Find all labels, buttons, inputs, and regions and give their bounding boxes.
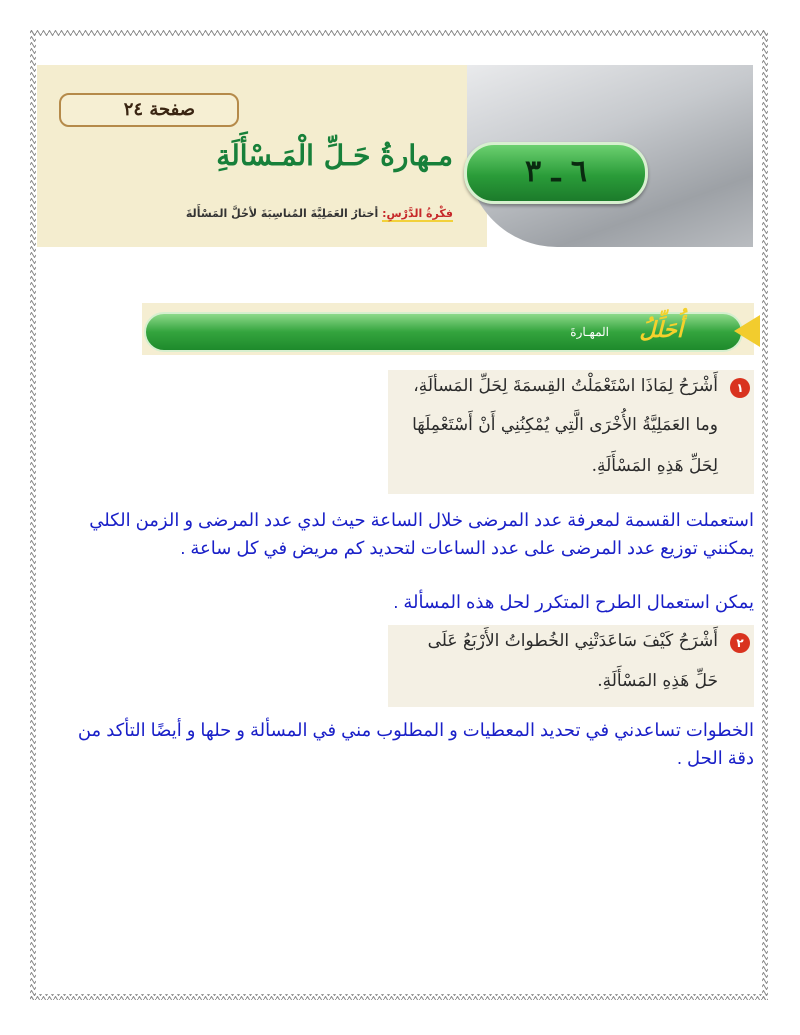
- skill-title-sub: المهـارةَ: [570, 325, 609, 339]
- lesson-title: مـهارةُ حَـلِّ الْمَـسْأَلَةِ: [216, 139, 453, 172]
- arrow-left-icon: [734, 315, 760, 347]
- skill-bar-pill: [144, 312, 743, 352]
- lesson-number-badge: [464, 142, 648, 204]
- question-2-line-1: أَشْرَحُ كَيْفَ سَاعَدَتْنِي الخُطواتُ الأَرْبَعُ عَلَى: [427, 631, 718, 651]
- question-2-line-2: حَلِّ هَذِهِ المَسْأَلَةِ.: [597, 671, 718, 691]
- lesson-number: ٦ ـ ٣: [525, 154, 587, 189]
- analyze-skill-bar: [142, 303, 754, 355]
- answer-1-alternative: يمكن استعمال الطرح المتكرر لحل هذه المسألة .: [393, 592, 754, 612]
- question-number-marker: ٢: [730, 633, 750, 653]
- question-number-marker: ١: [730, 378, 750, 398]
- lesson-idea-text: أختارُ العَمَلِيَّةَ المُناسِبَةَ لأحُلَّ المَسْأَلةَ: [185, 207, 379, 220]
- lesson-header-banner: [37, 65, 753, 247]
- page-reference: صفحة ٢٤: [123, 99, 195, 120]
- answer-1-main: استعملت القسمة لمعرفة عدد المرضى خلال الساعة حيث لدي عدد المرضى و الزمن الكلي يمكنني توزيع عدد المرضى على عدد الساعات لتحديد كم مريض في كل ساعة .: [89, 510, 754, 558]
- question-1-line-2: وما العَمَلِيَّةُ الأُخْرَى الَّتِي يُمْكِنُنِي أَنْ أَسْتَعْمِلَهَا: [412, 415, 718, 435]
- page-reference-box: [59, 93, 239, 127]
- skill-title-main: أُحَلِّلُ: [639, 317, 683, 343]
- question-box-1: [388, 370, 754, 494]
- lesson-idea: [186, 207, 453, 220]
- question-box-2: [388, 625, 754, 707]
- question-1-line-3: لِحَلِّ هَذِهِ المَسْأَلَةِ.: [591, 456, 718, 476]
- lesson-idea-label: فكْرةُ الدَّرْسِ:: [382, 207, 453, 220]
- answer-2: الخطوات تساعدني في تحديد المعطيات و المطلوب مني في المسألة و حلها و أيضًا التأكد من دقة الحل .: [77, 720, 754, 768]
- question-1-line-1: أَشْرَحُ لِمَاذَا اسْتَعْمَلْتُ القِسمَةَ لِحَلِّ المَسألَةِ،: [413, 376, 718, 396]
